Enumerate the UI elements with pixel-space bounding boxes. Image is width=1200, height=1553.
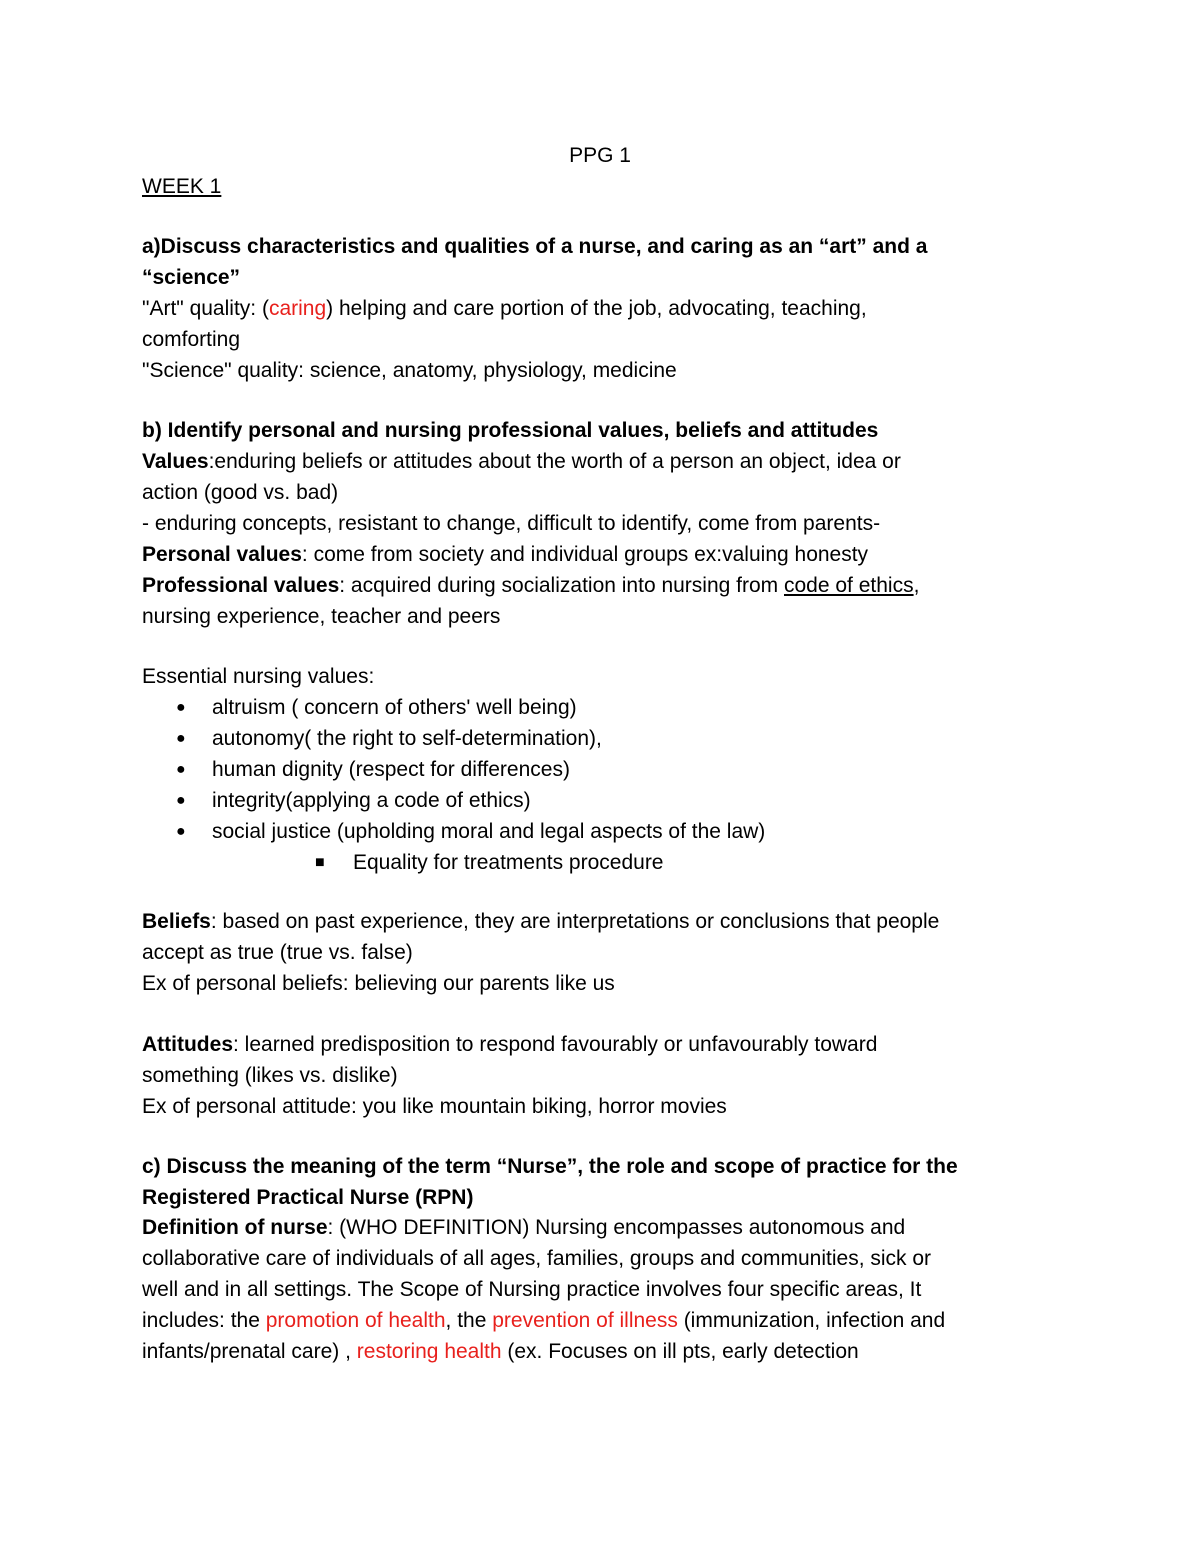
art-quality-line2: comforting [142,328,241,351]
prevention-of-illness-highlight: prevention of illness [492,1309,678,1332]
nurse-definition-line1 [142,1215,905,1241]
art-quality-suffix: ) helping and care portion of the job, advocating, teaching, [326,297,867,320]
professional-values-line2: nursing experience, teacher and peers [142,605,501,628]
art-quality-line [142,296,867,322]
section-a-heading-line2: “science” [142,266,241,289]
beliefs-line2: accept as true (true vs. false) [142,941,413,964]
personal-values-def: : come from society and individual groups ex:valuing honesty [301,543,869,566]
essential-values-label: Essential nursing values: [142,665,375,688]
professional-values-def1-end: , [913,574,920,597]
professional-values-term: Professional values [142,574,340,597]
beliefs-line1 [142,909,939,935]
attitudes-line2: something (likes vs. dislike) [142,1064,398,1087]
essential-value-item: human dignity (respect for differences) [212,758,570,781]
line4-text-b: , the [445,1309,493,1332]
nurse-definition-line2: collaborative care of individuals of all ages, families, groups and communities, sick or [142,1247,932,1270]
bullet-icon: ● [176,823,186,840]
section-a-heading-line1: a)Discuss characteristics and qualities of a nurse, and caring as an “art” and a [142,235,928,258]
promotion-of-health-highlight: promotion of health [265,1309,446,1332]
week-heading: WEEK 1 [142,175,222,198]
bullet-icon: ● [176,699,186,716]
bullet-icon: ● [176,792,186,809]
art-quality-prefix: "Art" quality: ( [142,297,269,320]
bullet-icon: ● [176,730,186,747]
attitudes-term: Attitudes [142,1033,233,1056]
line5-text-a: infants/prenatal care) , [142,1340,357,1363]
bullet-icon: ● [176,761,186,778]
attitudes-def1: : learned predisposition to respond favourably or unfavourably toward [233,1033,878,1056]
nurse-definition-line5 [142,1339,859,1365]
restoring-health-highlight: restoring health [356,1340,502,1363]
personal-values-term: Personal values [142,543,302,566]
professional-values-line1 [142,573,919,599]
sub-value-item: Equality for treatments procedure [353,851,664,874]
values-line2: action (good vs. bad) [142,481,339,504]
values-def1: :enduring beliefs or attitudes about the worth of a person an object, idea or [208,450,901,473]
line4-text-a: includes: the [142,1309,266,1332]
essential-value-item: altruism ( concern of others' well being) [212,696,577,719]
beliefs-def1: : based on past experience, they are interpretations or conclusions that people [210,910,940,933]
professional-values-def1: : acquired during socialization into nursing from [339,574,784,597]
essential-value-item: autonomy( the right to self-determination), [212,727,602,750]
sub-bullet-icon: ■ [315,854,325,871]
essential-value-item: social justice (upholding moral and legal aspects of the law) [212,820,766,843]
beliefs-example: Ex of personal beliefs: believing our parents like us [142,972,615,995]
line4-text-c: (immunization, infection and [677,1309,946,1332]
personal-values-line [142,542,868,568]
section-c-heading-line2: Registered Practical Nurse (RPN) [142,1186,474,1209]
section-c-heading-line1: c) Discuss the meaning of the term “Nurse”, the role and scope of practice for the [142,1155,958,1178]
nurse-definition-term: Definition of nurse [142,1216,328,1239]
caring-highlight: caring [268,297,327,320]
nurse-definition-line4 [142,1308,945,1334]
nurse-definition-line3: well and in all settings. The Scope of Nursing practice involves four specific areas, It [142,1278,922,1301]
attitudes-example: Ex of personal attitude: you like mountain biking, horror movies [142,1095,727,1118]
code-of-ethics-link[interactable]: code of ethics [784,574,914,597]
line5-text-b: (ex. Focuses on ill pts, early detection [501,1340,859,1363]
values-line1 [142,449,901,475]
beliefs-term: Beliefs [142,910,211,933]
section-b-heading: b) Identify personal and nursing professional values, beliefs and attitudes [142,419,879,442]
attitudes-line1 [142,1032,877,1058]
nurse-definition-def1: : (WHO DEFINITION) Nursing encompasses autonomous and [327,1216,906,1239]
values-term: Values [142,450,209,473]
science-quality-line: "Science" quality: science, anatomy, physiology, medicine [142,359,677,382]
essential-value-item: integrity(applying a code of ethics) [212,789,531,812]
values-line3: - enduring concepts, resistant to change, difficult to identify, come from parents- [142,512,881,535]
document-title: PPG 1 [569,144,631,167]
